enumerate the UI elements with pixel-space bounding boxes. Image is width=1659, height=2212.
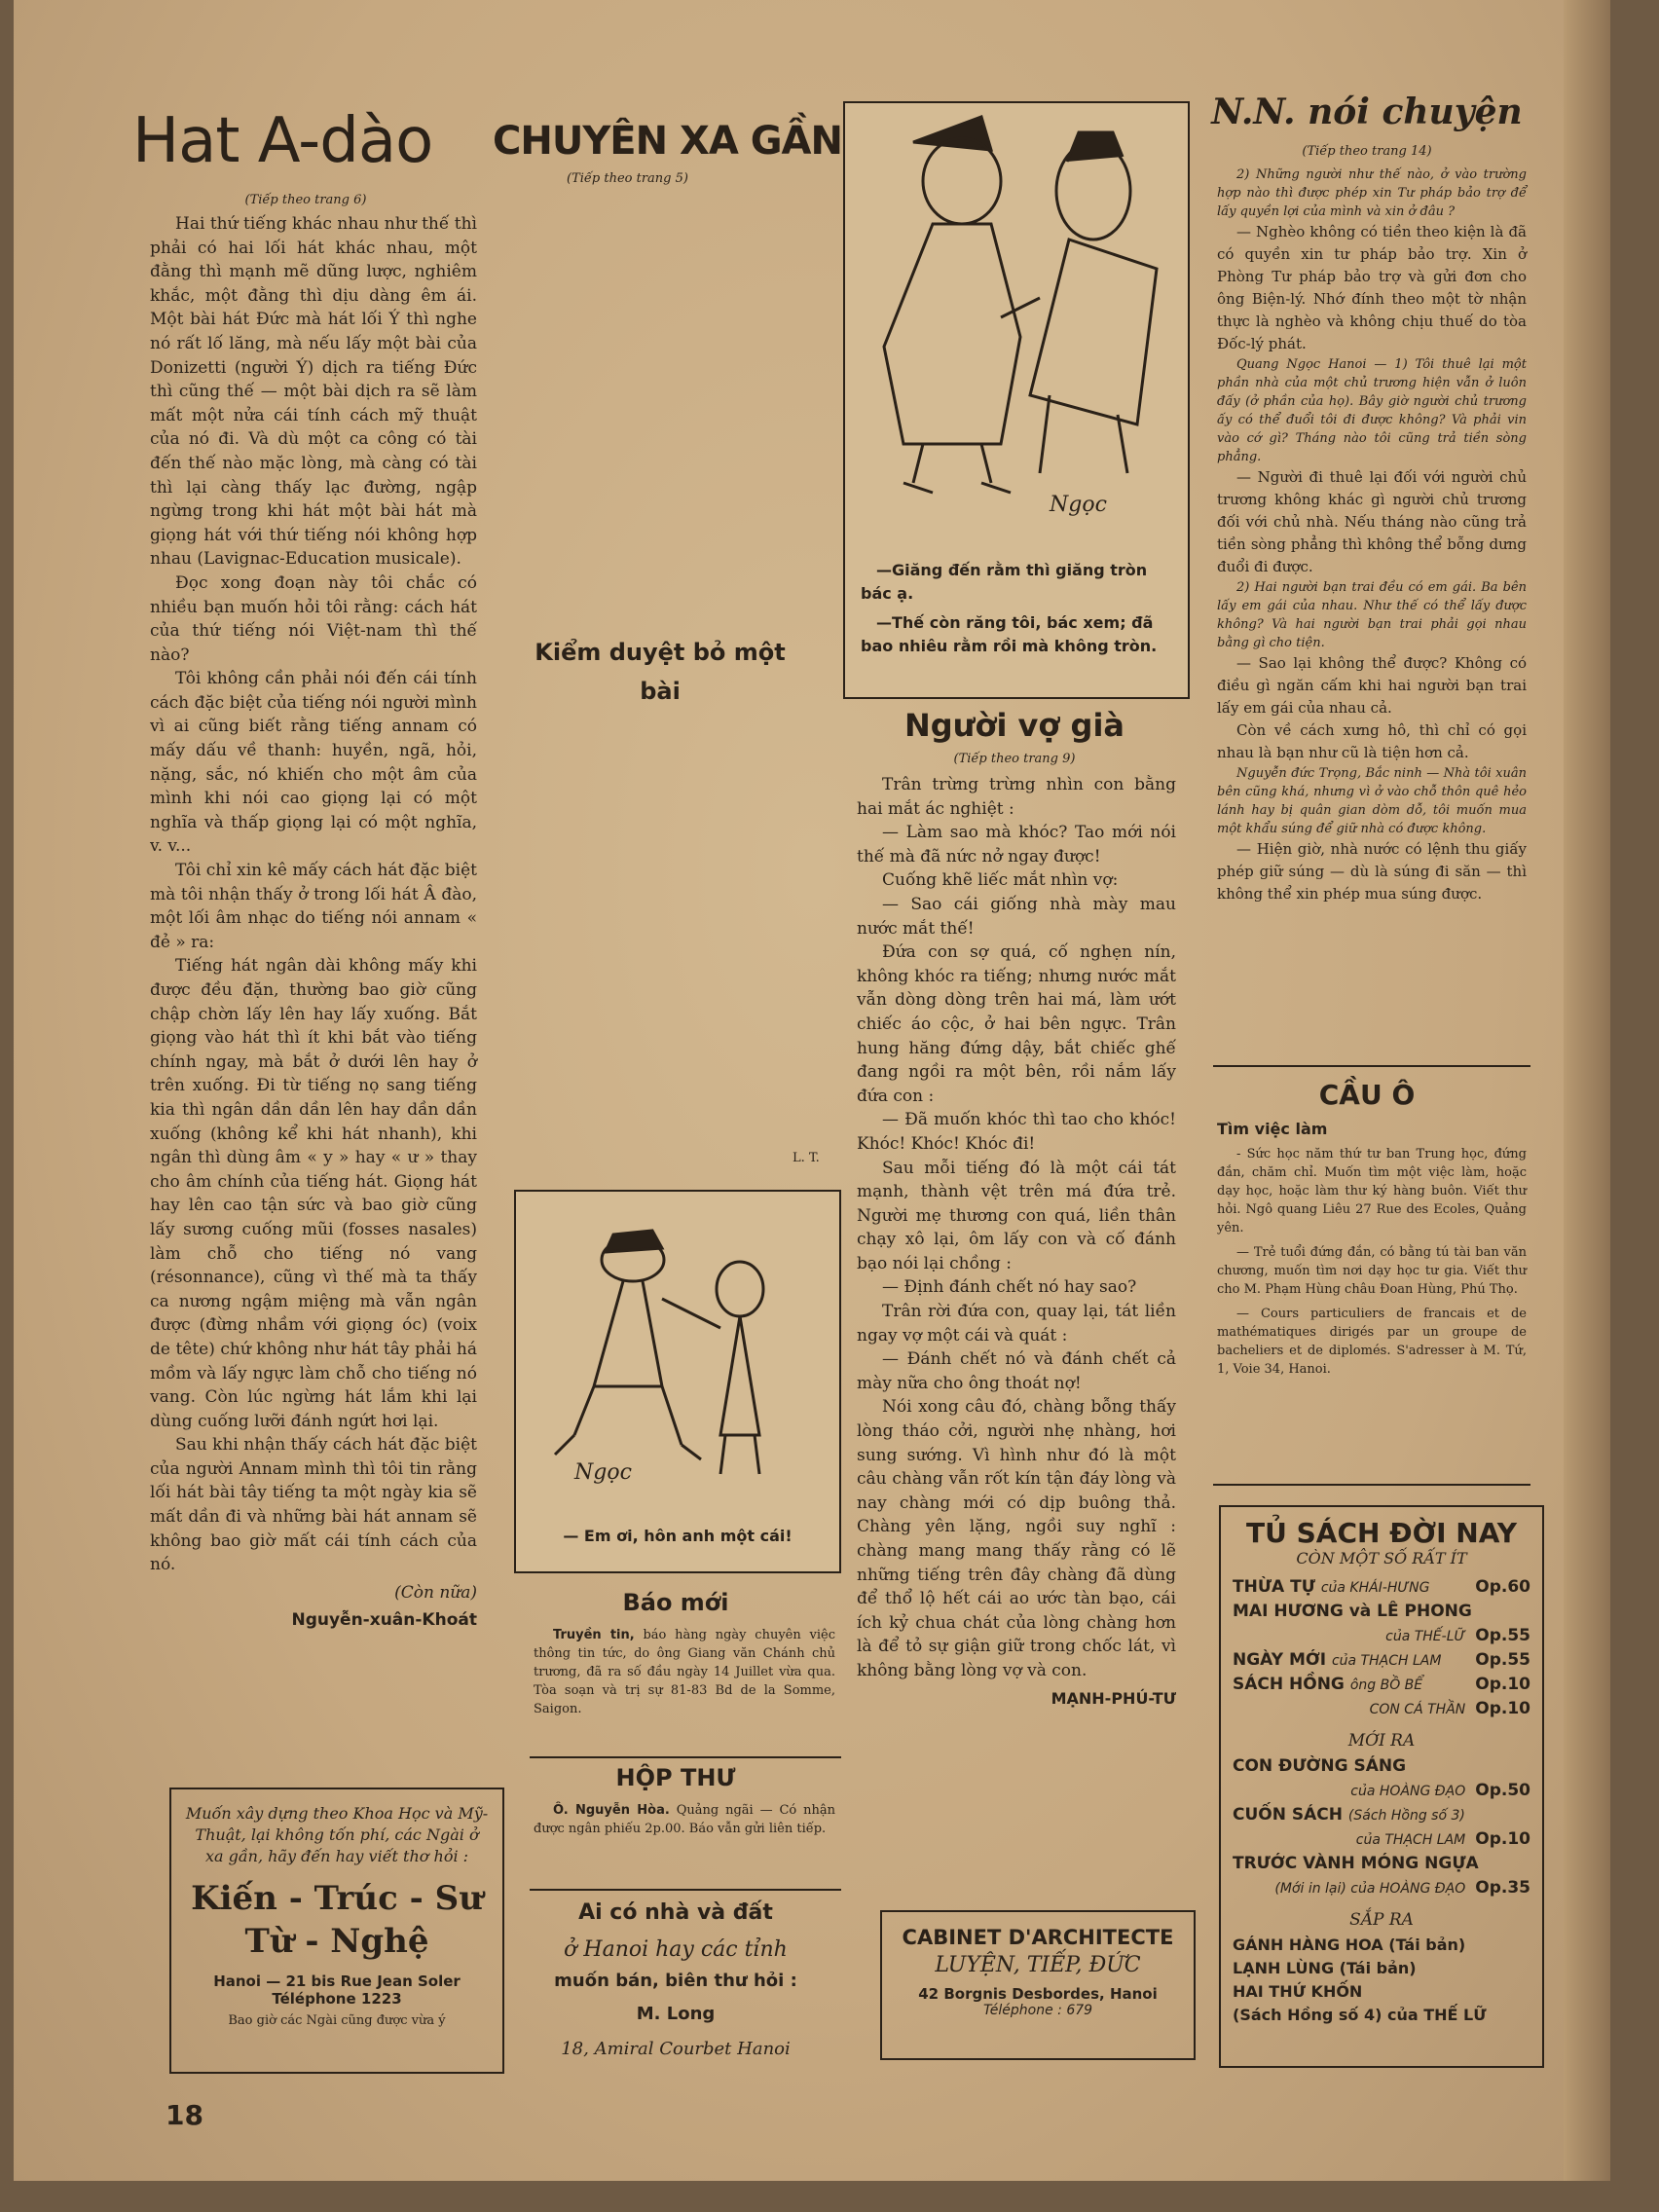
ad-intro: Muốn xây dựng theo Khoa Học và Mỹ-Thuật, lại không tốn phí, các Ngài ở xa gần, hãy đến hay viết thơ hỏi : bbox=[185, 1804, 489, 1865]
paragraph: Hai thứ tiếng khác nhau như thế thì phải có hai lối hát khác nhau, một đằng thì mạnh mẽ dũng lược, nghiêm khắc, một đằng thì dịu dàng êm ái. Một bài hát Đức mà hát lối Ý thì nghe nó rất lố lăng, mà nếu lấy một bài của Donizetti (người Ý) dịch ra tiếng Đức thì cũng thế — một bài dịch ra sẽ làm mất một nửa cái tính cách mỹ thuật của nó đi. Và dù một ca công có tài đến thế nào mặc lòng, mà càng có tài thì lại càng thấy lạc đường, ngập ngừng trong khi hát một bài hát mà giọng hát với thứ tiếng nói không hợp nhau (Lavignac-Education musicale). bbox=[150, 214, 477, 570]
divider bbox=[530, 1756, 841, 1758]
cartoon-kiss-signature: Ngọc bbox=[574, 1460, 632, 1485]
article-author: MẠNH-PHÚ-TƯ bbox=[1051, 1688, 1176, 1708]
cartoon-moon-caption2: —Thế còn răng tôi, bác xem; đã bao nhiêu rằm rồi mà không tròn. bbox=[861, 613, 1158, 655]
book-row bbox=[1233, 1648, 1530, 1673]
book-row bbox=[1233, 1827, 1530, 1852]
ad-cabinet-architecte bbox=[880, 1910, 1196, 2060]
book-title: TRƯỚC VÀNH MÓNG NGỰA bbox=[1233, 1854, 1479, 1873]
upcoming-book: HAI THỨ KHỐN bbox=[1233, 1982, 1363, 2001]
book-title: CUỐN SÁCH (Sách Hồng số 3) bbox=[1233, 1805, 1465, 1825]
bao-moi-body bbox=[534, 1626, 835, 1718]
nn-noi-chuyen-continued: (Tiếp theo trang 14) bbox=[1302, 144, 1432, 159]
signature-lt: L. T. bbox=[793, 1151, 820, 1165]
book-author: của HOÀNG ĐẠO bbox=[1350, 1784, 1466, 1799]
cabinet-phone: Téléphone : 679 bbox=[982, 2003, 1093, 2018]
hop-thu-lead: Ô. Nguyễn Hòa. bbox=[553, 1803, 670, 1818]
ad-name-line1: Kiến - Trúc - Sư bbox=[191, 1879, 483, 1918]
binding-spine bbox=[1564, 0, 1610, 2181]
book-row bbox=[1233, 1803, 1530, 1827]
paragraph: — Định đánh chết nó hay sao? bbox=[882, 1277, 1137, 1298]
cartoon-moon bbox=[843, 101, 1190, 699]
book-price: Op.35 bbox=[1475, 1878, 1530, 1898]
editor-answer: Còn về cách xưng hô, thì chỉ có gọi nhau là bạn như cũ là tiện hơn cả. bbox=[1217, 721, 1527, 761]
ai-co-nha-address: 18, Amiral Courbet Hanoi bbox=[561, 2039, 791, 2059]
book-row bbox=[1233, 1575, 1530, 1600]
hat-a-dao-continued: (Tiếp theo trang 6) bbox=[244, 193, 367, 207]
hop-thu-title: HỘP THƯ bbox=[615, 1764, 736, 1791]
book-price: Op.55 bbox=[1475, 1626, 1530, 1645]
article-author: Nguyễn-xuân-Khoát bbox=[291, 1610, 477, 1631]
bao-moi-title: Báo mới bbox=[622, 1589, 729, 1616]
book-author: của THẾ-LỮ bbox=[1385, 1629, 1466, 1644]
book-price: Op.10 bbox=[1475, 1699, 1530, 1718]
ad-kien-truc-su bbox=[169, 1788, 504, 2074]
book-title bbox=[1370, 1697, 1466, 1721]
page-number: 18 bbox=[166, 2099, 203, 2131]
editor-answer: — Hiện giờ, nhà nước có lệnh thu giấy phép giữ súng — dù là súng đi săn — thì không thể xin phép mua súng được. bbox=[1217, 840, 1527, 903]
paragraph: Trân trừng trừng nhìn con bằng hai mắt ác nghiệt : bbox=[857, 775, 1176, 819]
censored-notice: Kiểm duyệt bỏ một bài bbox=[535, 639, 786, 705]
paragraph: — Sao cái giống nhà mày mau nước mắt thế! bbox=[857, 894, 1176, 939]
paragraph: Đứa con sợ quá, cố nghẹn nín, không khóc ra tiếng; nhưng nước mắt vẫn dòng dòng trên hai má, làm ướt chiếc áo cộc, ở hai bên ngực. Trân hung hăng đứng dậy, bắt chiếc ghế đang ngồi ra một bên, rồi nắm lấy đứa con : bbox=[857, 942, 1176, 1106]
hop-thu-text: Quảng ngãi — Có nhận được ngân phiếu 2p.00. Báo vẫn gửi liên tiếp. bbox=[534, 1803, 836, 1836]
moi-ra-heading: MỚI RA bbox=[1347, 1731, 1416, 1751]
book-row bbox=[1233, 1600, 1530, 1624]
paragraph: — Đánh chết nó và đánh chết cả mày nữa cho ông thoát nợ! bbox=[857, 1349, 1176, 1393]
book-row bbox=[1233, 1673, 1530, 1697]
ad-name-line2: Từ - Nghệ bbox=[244, 1922, 429, 1961]
reader-question: 2) Những người như thế nào, ở vào trường hợp nào thì được phép xin Tư pháp bảo trợ để lấy quyền lợi của mình và xin ở đâu ? bbox=[1217, 167, 1527, 219]
ai-co-nha-title: Ai có nhà và đất bbox=[578, 1900, 773, 1925]
book-title: THỪA TỰ của KHÁI-HƯNG bbox=[1233, 1577, 1430, 1597]
book-title: SÁCH HỒNG ông BỒ BỂ bbox=[1233, 1675, 1423, 1694]
cartoon-kiss bbox=[514, 1190, 841, 1573]
cabinet-address: 42 Borgnis Desbordes, Hanoi bbox=[918, 1985, 1158, 2003]
sap-ra-heading: SẮP RA bbox=[1349, 1910, 1414, 1930]
upcoming-book: GÁNH HÀNG HOA (Tái bản) bbox=[1233, 1936, 1466, 1954]
upcoming-book: (Sách Hồng số 4) của THẾ LỮ bbox=[1233, 2006, 1487, 2024]
book-author: của THẠCH LAM bbox=[1355, 1832, 1466, 1848]
tu-sach-title: TỦ SÁCH ĐỜI NAY bbox=[1246, 1517, 1517, 1549]
paragraph: — Làm sao mà khóc? Tao mới nói thế mà đã nức nở ngay được! bbox=[857, 823, 1176, 866]
ai-co-nha-line2: ở Hanoi hay các tỉnh bbox=[564, 1937, 788, 1962]
book-row bbox=[1233, 1852, 1530, 1876]
bao-moi-lead: Truyền tin, bbox=[553, 1628, 635, 1642]
nguoi-vo-gia-continued: (Tiếp theo trang 9) bbox=[953, 752, 1076, 766]
book-title bbox=[1356, 1827, 1465, 1852]
cau-o-item: — Cours particuliers de francais et de mathématiques dirigés par un groupe de bacheliers et de diplomés. S'adresser à M. Tứ, 1, Voie 34, Hanoi. bbox=[1217, 1307, 1527, 1377]
cartoon-kiss-caption: — Em ơi, hôn anh một cái! bbox=[563, 1527, 793, 1545]
divider bbox=[530, 1889, 841, 1891]
book-row bbox=[1233, 1624, 1530, 1648]
nguoi-vo-gia-body bbox=[857, 773, 1176, 1711]
cau-o-subtitle: Tìm việc làm bbox=[1217, 1120, 1328, 1138]
paragraph: Trân rời đứa con, quay lại, tát liền ngay vợ một cái và quát : bbox=[857, 1302, 1176, 1346]
paragraph: Sau mỗi tiếng đó là một cái tát mạnh, thành vệt trên má đứa trẻ. Người mẹ thương con quá, liền thân chạy xô lại, ôm lấy con và cố đánh bạo nói lại chồng : bbox=[857, 1158, 1176, 1273]
book-author: của THẠCH LAM bbox=[1331, 1653, 1442, 1669]
book-row bbox=[1233, 1697, 1530, 1721]
cartoon-moon-illustration bbox=[845, 103, 1188, 541]
upcoming-book: LẠNH LÙNG (Tái bản) bbox=[1233, 1959, 1417, 1977]
book-author: (Mới in lại) của HOÀNG ĐẠO bbox=[1274, 1881, 1466, 1897]
cartoon-moon-caption1: —Giăng đến rằm thì giăng tròn bác ạ. bbox=[861, 561, 1148, 603]
book-author: CON CÁ THẦN bbox=[1369, 1702, 1466, 1717]
paragraph: Tôi không cần phải nói đến cái tính cách đặc biệt của tiếng nói người mình vì ai cũng biết rằng tiếng annam có mấy dấu về thanh: huyền, ngã, hỏi, nặng, sắc, nó khiến cho một âm của mình khi nói cao giọng lại có một nghĩa và thấp giọng lại có một nghĩa, v. v... bbox=[150, 669, 477, 857]
reader-question: 2) Hai người bạn trai đều có em gái. Ba bên lấy em gái của nhau. Như thế có thể lấy được không? Và hai người bạn trai phải gọi nhau bằng gì cho tiện. bbox=[1217, 580, 1527, 650]
paragraph: Cuống khẽ liếc mắt nhìn vợ: bbox=[882, 870, 1119, 891]
cau-o-title: CẦU Ô bbox=[1318, 1079, 1416, 1111]
cau-o-body bbox=[1217, 1145, 1527, 1384]
chuyen-xa-gan-continued: (Tiếp theo trang 5) bbox=[567, 171, 688, 186]
book-price: Op.60 bbox=[1475, 1577, 1530, 1597]
nn-noi-chuyen-body bbox=[1217, 166, 1527, 905]
chuyen-xa-gan-title: CHUYÊN XA GẦN bbox=[493, 119, 842, 164]
hat-a-dao-title: Hat A-dào bbox=[132, 105, 433, 177]
book-row bbox=[1233, 1754, 1530, 1779]
paragraph: — Đã muốn khóc thì tao cho khóc! Khóc! Khóc! Khóc đi! bbox=[857, 1110, 1176, 1154]
con-nua: (Còn nữa) bbox=[394, 1582, 477, 1603]
paragraph: Nói xong câu đó, chàng bỗng thấy lòng tháo cởi, người nhẹ nhàng, hơi sung sướng. Vì hình như đó là một câu chàng vẫn rốt kín tận đáy lòng và nay chàng mới có dịp buông thả. Chàng yên lặng, ngồi suy nghĩ : chàng mang mang thấy rằng có lẽ những tiếng trên đây chàng đã dùng để thổ lộ hết cái ao ước tàn bạo, cái ích kỷ chua chát của lòng chàng hơn là để tỏ sự giận giữ trong chốc lát, vì không bằng lòng vợ và con. bbox=[857, 1397, 1176, 1680]
book-row bbox=[1233, 1779, 1530, 1803]
tu-sach-doi-nay-box bbox=[1219, 1505, 1544, 2068]
book-price: Op.55 bbox=[1475, 1650, 1530, 1670]
editor-answer: — Sao lại không thể được? Không có điều gì ngăn cấm khi hai người bạn trai lấy em gái của nhau cả. bbox=[1217, 654, 1527, 717]
hat-a-dao-body bbox=[150, 212, 477, 1633]
book-title bbox=[1385, 1624, 1465, 1648]
paragraph: Đọc xong đoạn này tôi chắc có nhiều bạn muốn hỏi tôi rằng: cách hát của thứ tiếng nói Việt-nam thì thế nào? bbox=[150, 572, 477, 665]
book-price: Op.10 bbox=[1475, 1829, 1530, 1849]
bao-moi-text: báo hàng ngày chuyên việc thông tin tức, do ông Giang văn Chánh chủ trương, đã ra số đầu ngày 14 Juillet vừa qua. Tòa soạn và trị sự 81-83 Bd de la Somme, Saigon. bbox=[534, 1628, 835, 1716]
book-price: Op.10 bbox=[1475, 1675, 1530, 1694]
cau-o-item: - Sức học năm thứ tư ban Trung học, đứng đắn, chăm chỉ. Muốn tìm một việc làm, hoặc dạy học, hoặc làm thư ký hàng buôn. Viết thư hỏi. Ngô quang Liêu 27 Rue des Ecoles, Quảng yên. bbox=[1217, 1147, 1527, 1235]
book-title bbox=[1350, 1779, 1465, 1803]
book-title: CON ĐƯỜNG SÁNG bbox=[1233, 1756, 1407, 1776]
newspaper-page bbox=[14, 0, 1610, 2181]
ad-address: Hanoi — 21 bis Rue Jean Soler bbox=[213, 1972, 461, 1990]
paragraph: Tôi chỉ xin kê mấy cách hát đặc biệt mà tôi nhận thấy ở trong lối hát Â đào, một lối âm nhạc do tiếng nói annam « đẻ » ra: bbox=[150, 861, 477, 952]
ad-footer: Bao giờ các Ngài cũng được vừa ý bbox=[228, 2013, 446, 2028]
cartoon-kiss-illustration bbox=[516, 1192, 839, 1513]
book-title: MAI HƯƠNG và LÊ PHONG bbox=[1233, 1602, 1472, 1621]
nn-noi-chuyen-title: N.N. nói chuyện bbox=[1211, 92, 1523, 132]
paragraph: Sau khi nhận thấy cách hát đặc biệt của người Annam mình thì tôi tin rằng lối hát bài tây tiếng ta một ngày kia sẽ mất dần đi và những bài hát annam sẽ không bao giờ mất cái tính cách của nó. bbox=[150, 1435, 477, 1575]
book-title bbox=[1274, 1876, 1465, 1900]
nguoi-vo-gia-title: Người vợ già bbox=[903, 707, 1124, 744]
book-title: NGÀY MỚI của THẠCH LAM bbox=[1233, 1650, 1442, 1670]
cartoon-moon-signature: Ngọc bbox=[1050, 493, 1107, 517]
tu-sach-subtitle: CÒN MỘT SỐ RẤT ÍT bbox=[1296, 1549, 1467, 1567]
ad-phone: Téléphone 1223 bbox=[272, 1990, 402, 2008]
editor-answer: — Nghèo không có tiền theo kiện là đã có quyền xin tư pháp bảo trợ. Xin ở Phòng Tư pháp bảo trợ và gửi đơn cho ông Biện-lý. Nhớ đính theo một tờ nhận thực là nghèo và không chịu thuế do tòa Đốc-lý phát. bbox=[1217, 223, 1527, 352]
paragraph: Tiếng hát ngân dài không mấy khi được đều đặn, thường bao giờ cũng chập chờn lấy lên hay lấy xuống. Bắt giọng vào hát thì ít khi bắt vào tiếng chính ngay, mà bắt ở dưới lên hay ở trên xuống. Đi từ tiếng nọ sang tiếng kia thì ngân dần dần lên hay dần dần xuống (không kể khi hát nhanh), khi ngân thì dùng âm « y » hay « ư » thay cho âm chính của tiếng hát. Giọng hát hay lên cao tận sức và bao giờ cũng lấy sương cuống mũi (fosses nasales) làm chỗ cho tiếng nó vang (résonnance), cũng vì thế mà ta thấy ca nương ngậm miệng mà vẫn ngân được (đừng nhầm với giọng óc) (voix de tête) chứ không như hát tây phải há mồm và lấy ngực làm chỗ cho tiếng nó vang. Còn lúc ngừng hát lắm khi lại dùng cuống lưỡi đánh ngứt hơi lại. bbox=[150, 956, 477, 1431]
editor-answer: — Người đi thuê lại đối với người chủ trương không khác gì người chủ trương đối với chủ nhà. Nếu tháng nào cũng trả tiền sòng phẳng thì không thể bỗng dưng đuổi đi được. bbox=[1217, 468, 1527, 575]
book-author: (Sách Hồng số 3) bbox=[1347, 1808, 1465, 1824]
ai-co-nha-name: M. Long bbox=[636, 2004, 716, 2024]
book-author: của KHÁI-HƯNG bbox=[1320, 1580, 1430, 1596]
cabinet-people: LUYỆN, TIẾP, ĐỨC bbox=[935, 1953, 1141, 1977]
hop-thu-body bbox=[534, 1801, 835, 1838]
cabinet-name: CABINET D'ARCHITECTE bbox=[902, 1926, 1174, 1949]
reader-question: Quang Ngọc Hanoi — 1) Tôi thuê lại một phần nhà của một chủ trương hiện vẫn ở luôn đấy (ở phần của họ). Bây giờ người chủ trương ấy có thể đuổi tôi đi được không? Và phải vin vào cớ gì? Tháng nào tôi cũng trả tiền sòng phẳng. bbox=[1217, 357, 1527, 464]
divider bbox=[1213, 1065, 1530, 1067]
book-row bbox=[1233, 1876, 1530, 1900]
ai-co-nha-line3: muốn bán, biên thư hỏi : bbox=[554, 1971, 797, 1991]
book-author: ông BỒ BỂ bbox=[1349, 1677, 1423, 1693]
book-price: Op.50 bbox=[1475, 1781, 1530, 1800]
cau-o-item: — Trẻ tuổi đứng đắn, có bằng tú tài ban văn chương, muốn tìm nơi dạy học tư gia. Viết thư cho M. Phạm Hùng châu Đoan Hùng, Phú Thọ. bbox=[1217, 1245, 1527, 1297]
divider bbox=[1213, 1484, 1530, 1486]
reader-question: Nguyễn đức Trọng, Bắc ninh — Nhà tôi xuân bên cũng khá, nhưng vì ở vào chỗ thôn quê hẻo lánh hay bị quân gian dòm dỗ, tôi muốn mua một khẩu súng để giữ nhà có được không. bbox=[1217, 766, 1527, 836]
